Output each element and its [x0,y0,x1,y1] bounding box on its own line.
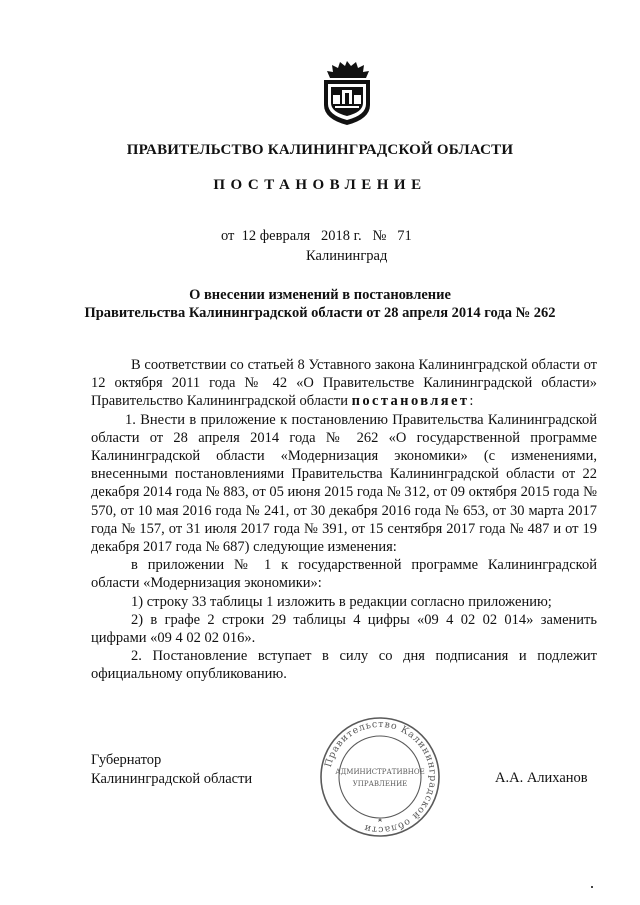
resolves-colon: : [469,393,474,410]
signatory-title-line-2: Калининградской области [91,770,253,787]
signatory-title [91,751,252,788]
seal-center-line-1: АДМИНИСТРАТИВНОЕ [335,768,425,776]
sub-intro-paragraph: в приложении № 1 к государственной программе Калининградской области «Модернизация экономики»: [91,557,597,592]
document-subject [0,286,640,322]
document-body [91,356,597,684]
official-seal-stamp [318,715,442,839]
signatory-name: А.А. Алиханов [495,770,588,786]
intro-paragraph [91,356,597,411]
intro-text: В соответствии со статьей 8 Уставного закона Калининградской области от 12 октября 2011 года № 42 «О Правительстве Калининградской области» Правительство Калининградской области [91,357,597,410]
coat-of-arms-icon [318,59,376,127]
subject-line-1: О внесении изменений в постановление [189,287,451,303]
item-2-paragraph: 2. Постановление вступает в силу со дня подписания и подлежит официальному опубликованию. [91,648,597,683]
subject-line-2: Правительства Калининградской области от 28 апреля 2014 года № 262 [84,305,556,321]
city-name: Калининград [306,248,388,264]
sub-item-1: 1) строку 33 таблицы 1 изложить в редакции согласно приложению; [131,593,552,610]
seal-star-icon [378,818,382,822]
scan-speck [591,886,593,888]
government-name: ПРАВИТЕЛЬСТВО КАЛИНИНГРАДСКОЙ ОБЛАСТИ [126,142,514,158]
resolves-word: постановляет [351,393,470,410]
seal-ring-text: Правительство Калининградской области [322,718,439,836]
signatory-title-line-1: Губернатор [91,752,162,768]
sub-item-2: 2) в графе 2 строки 29 таблицы 4 цифры «09 4 02 02 014» заменить цифрами «09 4 02 02 016». [91,611,597,647]
date-and-number: от 12 февраля 2018 г. № 71 [221,228,412,244]
document-type: ПОСТАНОВЛЕНИЕ [213,177,427,193]
item-1-paragraph: 1. Внести в приложение к постановлению Правительства Калининградской области от 28 апреля 2014 года № 262 «О государственной программе Калининградской области «Модернизация экономики» (с изменениями, внесенными постановлениями Правительства Калининградской области от 22 декабря 2014 года № 883, от 05 июня 2015 года № 312, от 09 октября 2015 года № 570, от 10 мая 2016 года № 241, от 30 декабря 2016 года № 653, от 30 марта 2017 года № 157, от 31 июля 2017 года № 391, от 15 сентября 2017 года № 487 и от 19 декабря 2017 года № 687) следующие изменения: [91,411,597,556]
seal-center-line-2: УПРАВЛЕНИЕ [352,780,408,788]
